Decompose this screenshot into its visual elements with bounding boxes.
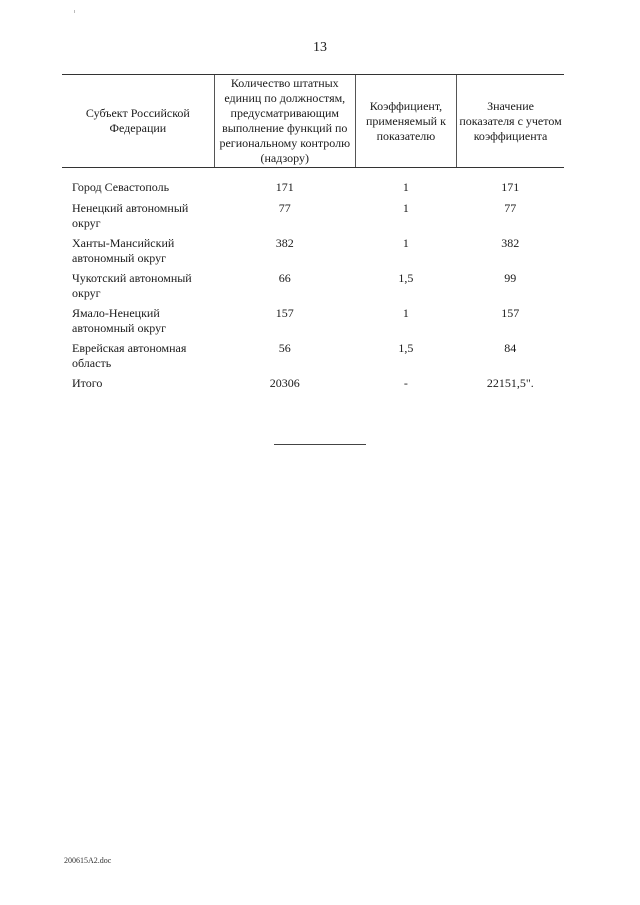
- row-count: 171: [275, 180, 294, 194]
- footer-file-code: 200615A2.doc: [64, 856, 112, 865]
- row-value: 22151,5".: [486, 376, 534, 390]
- table-row: [62, 180, 564, 201]
- end-separator-line: [274, 444, 366, 445]
- row-coefficient: -: [403, 376, 408, 390]
- scan-mark: [74, 10, 75, 13]
- row-value: 77: [504, 201, 517, 215]
- row-subject: Ямало-Ненецкий автономный округ: [72, 306, 167, 335]
- row-coefficient: 1,5: [398, 271, 414, 285]
- table-row: [62, 271, 564, 306]
- row-count: 66: [278, 271, 291, 285]
- table-row: [62, 306, 564, 341]
- header-coefficient: Коэффициент, применяемый к показателю: [355, 75, 456, 168]
- table-header-row: [62, 75, 564, 168]
- table-row: [62, 201, 564, 236]
- row-count: 157: [275, 306, 294, 320]
- row-value: 157: [501, 306, 520, 320]
- header-staff-count: Количество штатных единиц по должностям, предусматривающим выполнение функций по региональному контролю (надзору): [214, 75, 355, 168]
- row-value: 99: [504, 271, 517, 285]
- header-value: Значение показателя с учетом коэффициента: [457, 75, 564, 168]
- row-subject: Чукотский автономный округ: [72, 271, 192, 300]
- row-coefficient: 1: [402, 306, 409, 320]
- table-row: [62, 341, 564, 376]
- row-value: 171: [501, 180, 520, 194]
- row-coefficient: 1: [402, 236, 409, 250]
- row-coefficient: 1: [402, 201, 409, 215]
- row-value: 84: [504, 341, 517, 355]
- row-count: 382: [275, 236, 294, 250]
- row-subject: Итого: [72, 376, 103, 390]
- row-subject: Еврейская автономная область: [72, 341, 187, 370]
- table-row-total: [62, 376, 564, 397]
- row-subject: Город Севастополь: [72, 180, 170, 194]
- row-count: 56: [278, 341, 291, 355]
- header-subject: Субъект Российской Федерации: [62, 75, 214, 168]
- table-row: [62, 236, 564, 271]
- row-subject: Ханты-Мансийский автономный округ: [72, 236, 175, 265]
- row-subject: Ненецкий автономный округ: [72, 201, 189, 230]
- row-value: 382: [501, 236, 520, 250]
- page-number: 13: [313, 40, 327, 55]
- row-coefficient: 1: [402, 180, 409, 194]
- row-coefficient: 1,5: [398, 341, 414, 355]
- row-count: 20306: [269, 376, 300, 390]
- row-count: 77: [278, 201, 291, 215]
- coefficient-table: [62, 74, 564, 397]
